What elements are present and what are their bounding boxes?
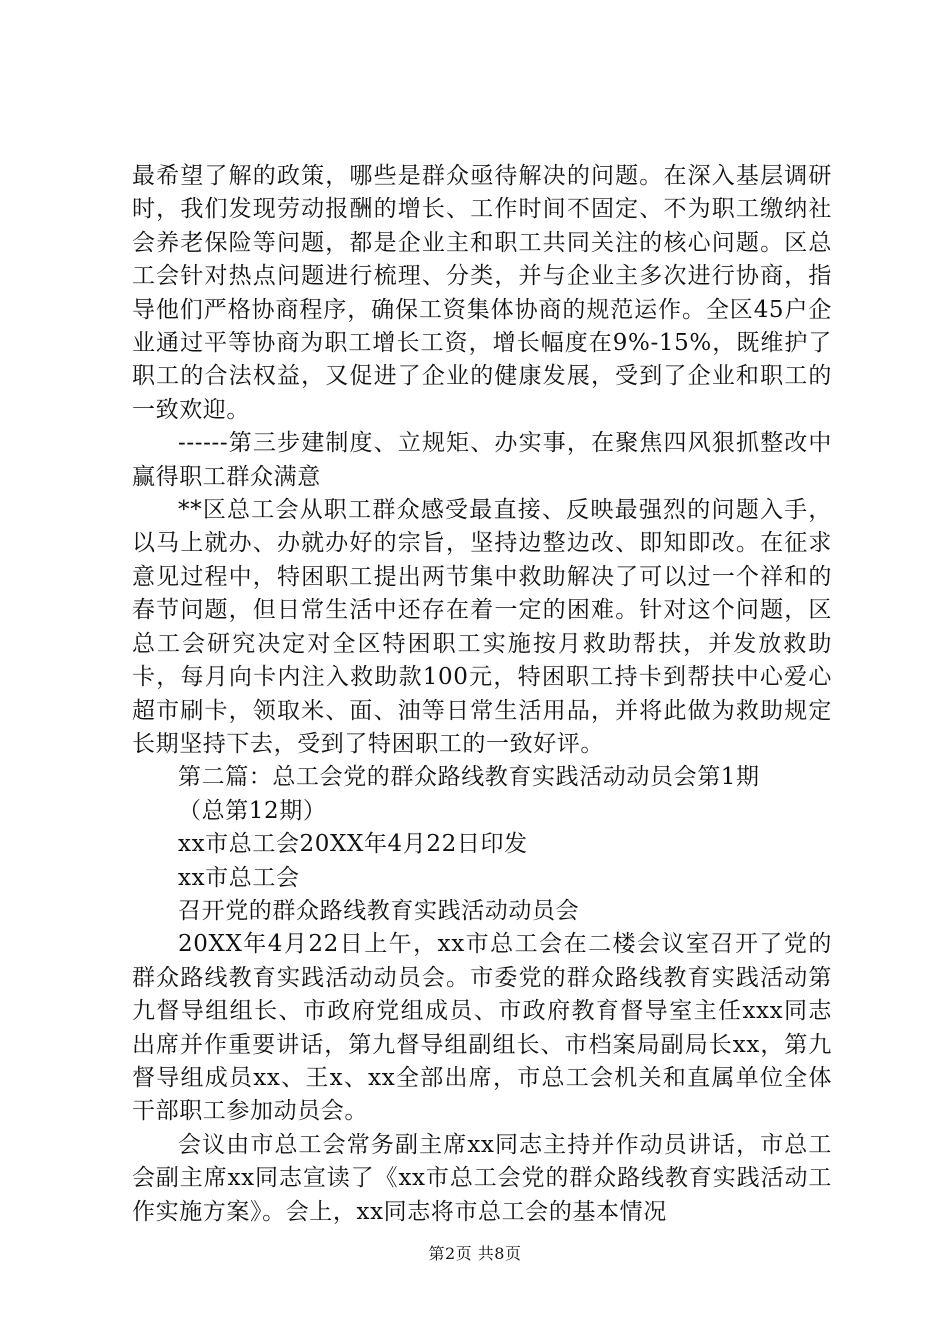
paragraph-meeting-attendees: 20XX年4月22日上午，xx市总工会在二楼会议室召开了党的群众路线教育实践活动动员会。市委党的群众路线教育实践活动第九督导组组长、市政府党组成员、市政府教育督导室主任xxx同志出席并作重要讲话，第九督导组副组长、市档案局副局长xx，第九督导组成员xx、王x、xx全部出席，市总工会机关和直属单位全体干部职工参加动员会。 (132, 931, 832, 1125)
paragraph-step-three-heading: ------第三步建制度、立规矩、办实事，在聚焦四风狠抓整改中赢得职工群众满意 (132, 430, 832, 490)
issuer-name: xx市总工会 (178, 864, 300, 891)
document-body (132, 160, 832, 1229)
article-title: 召开党的群众路线教育实践活动动员会 (178, 897, 580, 924)
issuer-date-line: xx市总工会20XX年4月22日印发 (178, 831, 528, 858)
page-footer: 第2页 共8页 (428, 1244, 522, 1263)
issue-number: （总第12期） (178, 797, 327, 824)
paragraph-monthly-aid: **区总工会从职工群众感受最直接、反映最强烈的问题入手，以马上就办、办就办好的宗旨，坚持边整边改、即知即改。在征求意见过程中，特困职工提出两节集中救助解决了可以过一个祥和的春节问题，但日常生活中还存在着一定的困难。针对这个问题，区总工会研究决定对全区特困职工实施按月救助帮扶，并发放救助卡，每月向卡内注入救助款100元，特困职工持卡到帮扶中心爱心超市刷卡，领取米、面、油等日常生活用品，并将此做为救助规定长期坚持下去，受到了特困职工的一致好评。 (132, 497, 832, 757)
paragraph-meeting-proceedings: 会议由市总工会常务副主席xx同志主持并作动员讲话，市总工会副主席xx同志宣读了《xx市总工会党的群众路线教育实践活动工作实施方案》。会上，xx同志将市总工会的基本情况 (132, 1131, 832, 1225)
paragraph-policy-issues: 最希望了解的政策，哪些是群众亟待解决的问题。在深入基层调研时，我们发现劳动报酬的增长、工作时间不固定、不为职工缴纳社会养老保险等问题，都是企业主和职工共同关注的核心问题。区总工会针对热点问题进行梳理、分类，并与企业主多次进行协商，指导他们严格协商程序，确保工资集体协商的规范运作。全区45户企业通过平等协商为职工增长工资，增长幅度在9%-15%，既维护了职工的合法权益，又促进了企业的健康发展，受到了企业和职工的一致欢迎。 (132, 163, 832, 423)
section-title-part-two: 第二篇：总工会党的群众路线教育实践活动动员会第1期 (178, 764, 760, 791)
